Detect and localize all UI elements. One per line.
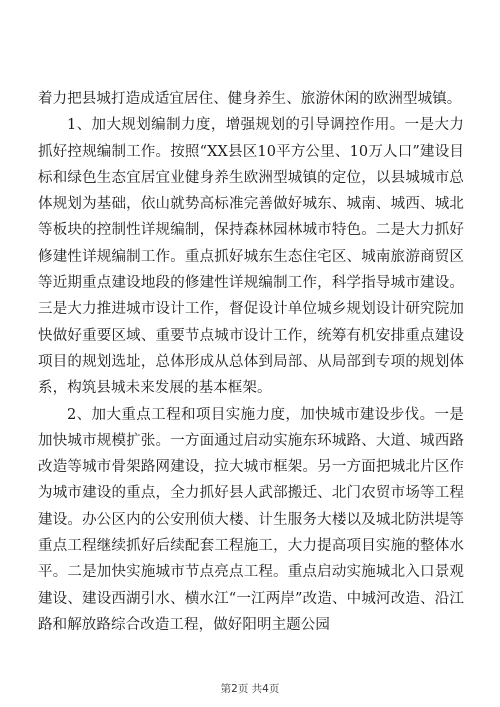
document-body — [38, 86, 464, 638]
paragraph-projects: 2、加大重点工程和项目实施力度，加快城市建设步伐。一是加快城市规模扩张。一方面通过启动实施东环城路、大道、城西路改造等城市骨架路网建设，拉大城市框架。另一方面把城北片区作为城市建设的重点，全力抓好县人武部搬迁、北门农贸市场等工程建设。办公区内的公安刑侦大楼、计生服务大楼以及城北防洪堤等重点工程继续抓好后续配套工程施工，大力提高项目实施的整体水平。二是加快实施城市节点亮点工程。重点启动实施城北入口景观建设、建设西湖引水、横水江“一江两岸”改造、中城河改造、沿江路和解放路综合改造工程，做好阳明主题公园 — [38, 406, 464, 633]
paragraph-planning: 1、加大规划编制力度，增强规划的引导调控作用。一是大力抓好控规编制工作。按照“XX县区10平方公里、10万人口”建设目标和绿色生态宜居宜业健身养生欧洲型城镇的定位，以县城城市总体规划为基础，依山就势高标准完善做好城东、城南、城西、城北等板块的控制性详规编制，保持森林园林城市特色。二是大力抓好修建性详规编制工作。重点抓好城东生态住宅区、城南旅游商贸区等近期重点建设地段的修建性详规编制工作，科学指导城市建设。三是大力推进城市设计工作，督促设计单位城乡规划设计研究院加快做好重要区域、重要节点城市设计工作，统筹有机安排重点建设项目的规划选址，总体形成从总体到局部、从局部到专项的规划体系，构筑县城未来发展的基本框架。 — [38, 117, 464, 397]
paragraph-continuation: 着力把县城打造成适宜居住、健身养生、旅游休闲的欧洲型城镇。 — [38, 91, 462, 107]
page-footer: 第2页 共4页 — [220, 683, 280, 695]
